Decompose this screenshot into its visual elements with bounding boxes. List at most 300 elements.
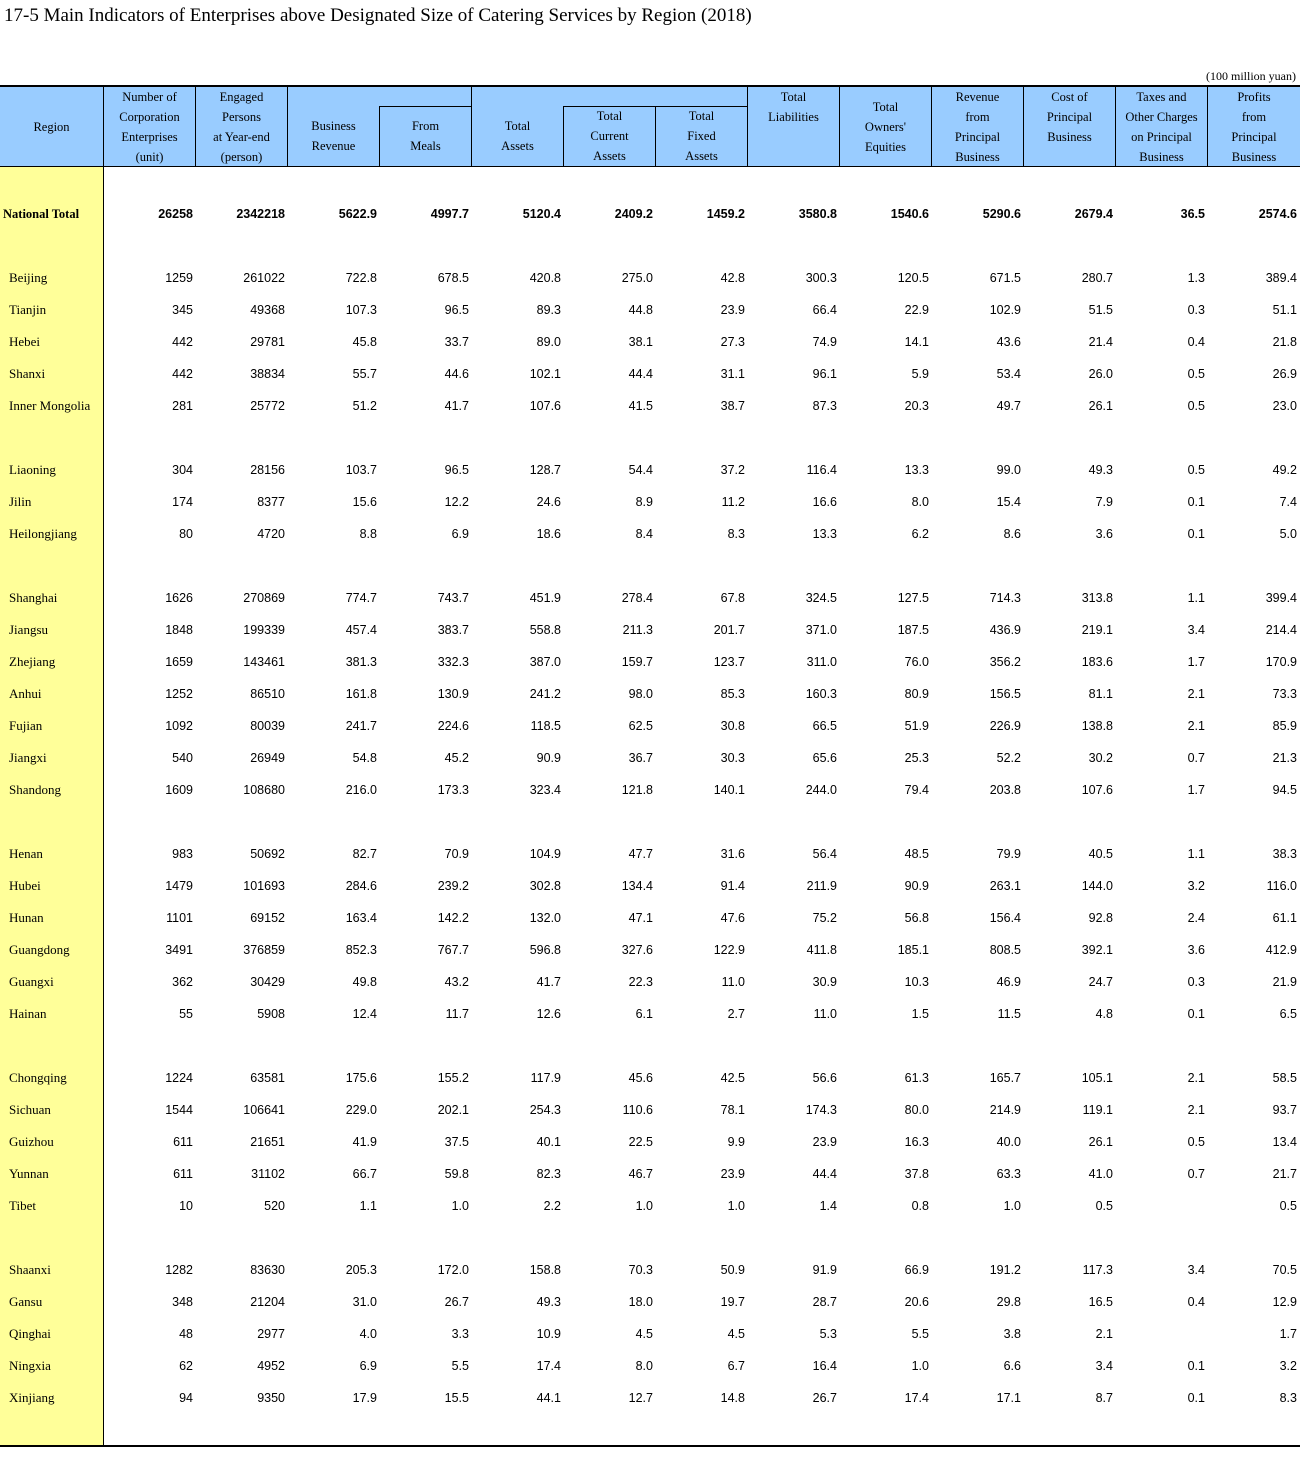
cell-business-revenue: 54.8 bbox=[352, 751, 377, 765]
header-equities: Total Owners' Equities bbox=[864, 99, 907, 154]
cell-current-assets: 70.3 bbox=[628, 1263, 653, 1277]
cell-persons: 143461 bbox=[243, 655, 285, 669]
cell-equities: 127.5 bbox=[897, 591, 929, 605]
cell-total-assets: 44.1 bbox=[536, 1391, 561, 1405]
cell-taxes: 0.3 bbox=[1187, 303, 1205, 317]
cell-business-revenue: 457.4 bbox=[345, 623, 377, 637]
table-row bbox=[0, 1158, 1300, 1190]
cell-profits: 23.0 bbox=[1272, 399, 1297, 413]
table-row bbox=[0, 678, 1300, 710]
cell-cost-principal: 2.1 bbox=[1095, 1327, 1113, 1341]
header-divider bbox=[931, 86, 932, 167]
cell-total-assets: 107.6 bbox=[529, 399, 561, 413]
cell-total-assets: 117.9 bbox=[530, 1071, 561, 1085]
cell-fixed-assets: 201.7 bbox=[713, 623, 745, 637]
region-name: Beijing bbox=[9, 270, 48, 285]
cell-business-revenue: 45.8 bbox=[352, 335, 377, 349]
cell-current-assets: 54.4 bbox=[628, 463, 653, 477]
region-name: Hebei bbox=[9, 334, 41, 349]
cell-liabilities: 3580.8 bbox=[798, 207, 837, 221]
cell-enterprises: 1252 bbox=[165, 687, 193, 701]
cell-equities: 10.3 bbox=[904, 975, 929, 989]
cell-profits: 3.2 bbox=[1279, 1359, 1297, 1373]
cell-revenue-principal: 714.3 bbox=[989, 591, 1021, 605]
cell-current-assets: 98.0 bbox=[628, 687, 653, 701]
cell-revenue-principal: 808.5 bbox=[989, 943, 1021, 957]
region-name: Heilongjiang bbox=[9, 526, 77, 541]
cell-profits: 1.7 bbox=[1279, 1327, 1297, 1341]
cell-profits: 70.5 bbox=[1272, 1263, 1297, 1277]
cell-liabilities: 160.3 bbox=[805, 687, 837, 701]
cell-persons: 199339 bbox=[243, 623, 285, 637]
cell-profits: 7.4 bbox=[1279, 495, 1297, 509]
cell-total-assets: 2.2 bbox=[543, 1199, 561, 1213]
cell-enterprises: 983 bbox=[172, 847, 193, 861]
cell-liabilities: 26.7 bbox=[812, 1391, 837, 1405]
cell-taxes: 3.2 bbox=[1187, 879, 1205, 893]
cell-profits: 214.4 bbox=[1265, 623, 1297, 637]
cell-revenue-principal: 17.1 bbox=[996, 1391, 1021, 1405]
cell-liabilities: 371.0 bbox=[805, 623, 837, 637]
cell-current-assets: 44.4 bbox=[628, 367, 653, 381]
cell-business-revenue: 216.0 bbox=[345, 783, 377, 797]
cell-equities: 16.3 bbox=[904, 1135, 929, 1149]
cell-from-meals: 43.2 bbox=[444, 975, 469, 989]
cell-taxes: 1.1 bbox=[1187, 591, 1205, 605]
cell-profits: 51.1 bbox=[1272, 303, 1297, 317]
cell-fixed-assets: 42.5 bbox=[720, 1071, 745, 1085]
cell-revenue-principal: 102.9 bbox=[989, 303, 1021, 317]
cell-taxes: 2.1 bbox=[1187, 1071, 1205, 1085]
cell-current-assets: 159.7 bbox=[621, 655, 653, 669]
cell-business-revenue: 5622.9 bbox=[338, 207, 377, 221]
region-name: Tianjin bbox=[9, 302, 47, 317]
cell-persons: 270869 bbox=[243, 591, 285, 605]
cell-liabilities: 11.0 bbox=[813, 1007, 837, 1021]
table-row bbox=[0, 1062, 1300, 1094]
cell-taxes: 1.1 bbox=[1187, 847, 1205, 861]
table-row bbox=[0, 1286, 1300, 1318]
cell-enterprises: 1101 bbox=[166, 911, 193, 925]
cell-from-meals: 202.1 bbox=[437, 1103, 469, 1117]
cell-fixed-assets: 30.3 bbox=[720, 751, 745, 765]
cell-liabilities: 174.3 bbox=[805, 1103, 837, 1117]
cell-profits: 26.9 bbox=[1272, 367, 1297, 381]
cell-profits: 412.9 bbox=[1265, 943, 1297, 957]
national-total-row bbox=[0, 198, 1300, 230]
cell-persons: 28156 bbox=[250, 463, 285, 477]
table-row bbox=[0, 486, 1300, 518]
cell-taxes: 0.1 bbox=[1187, 495, 1205, 509]
cell-from-meals: 41.7 bbox=[444, 399, 469, 413]
cell-business-revenue: 241.7 bbox=[345, 719, 377, 733]
cell-equities: 80.9 bbox=[904, 687, 929, 701]
cell-fixed-assets: 1459.2 bbox=[706, 207, 745, 221]
table-row bbox=[0, 262, 1300, 294]
cell-equities: 20.3 bbox=[904, 399, 929, 413]
header-fixed-assets: Total Fixed Assets bbox=[685, 108, 718, 163]
cell-liabilities: 30.9 bbox=[812, 975, 837, 989]
table-row bbox=[0, 966, 1300, 998]
cell-total-assets: 24.6 bbox=[536, 495, 561, 509]
header-total-assets: Total Assets bbox=[501, 118, 534, 153]
cell-cost-principal: 3.4 bbox=[1095, 1359, 1113, 1373]
cell-current-assets: 41.5 bbox=[628, 399, 653, 413]
cell-revenue-principal: 165.7 bbox=[989, 1071, 1021, 1085]
cell-fixed-assets: 37.2 bbox=[720, 463, 745, 477]
cell-liabilities: 96.1 bbox=[812, 367, 837, 381]
cell-fixed-assets: 6.7 bbox=[727, 1359, 745, 1373]
cell-profits: 6.5 bbox=[1279, 1007, 1297, 1021]
cell-total-assets: 102.1 bbox=[529, 367, 561, 381]
cell-current-assets: 47.7 bbox=[628, 847, 653, 861]
cell-equities: 8.0 bbox=[911, 495, 929, 509]
cell-current-assets: 22.3 bbox=[628, 975, 653, 989]
cell-liabilities: 324.5 bbox=[805, 591, 837, 605]
header-business-revenue: Business Revenue bbox=[311, 118, 356, 153]
cell-current-assets: 278.4 bbox=[621, 591, 653, 605]
cell-from-meals: 5.5 bbox=[451, 1359, 469, 1373]
cell-revenue-principal: 53.4 bbox=[996, 367, 1021, 381]
cell-cost-principal: 26.0 bbox=[1088, 367, 1113, 381]
cell-equities: 13.3 bbox=[904, 463, 929, 477]
cell-persons: 31102 bbox=[251, 1167, 285, 1181]
cell-from-meals: 33.7 bbox=[444, 335, 469, 349]
cell-profits: 12.9 bbox=[1272, 1295, 1297, 1309]
cell-fixed-assets: 9.9 bbox=[727, 1135, 745, 1149]
cell-fixed-assets: 4.5 bbox=[727, 1327, 745, 1341]
cell-current-assets: 22.5 bbox=[628, 1135, 653, 1149]
cell-equities: 1540.6 bbox=[890, 207, 929, 221]
cell-profits: 58.5 bbox=[1272, 1071, 1297, 1085]
header-current-assets: Total Current Assets bbox=[590, 108, 629, 163]
cell-from-meals: 59.8 bbox=[444, 1167, 469, 1181]
cell-persons: 4952 bbox=[257, 1359, 285, 1373]
cell-persons: 49368 bbox=[250, 303, 285, 317]
table-row bbox=[0, 774, 1300, 806]
cell-cost-principal: 105.1 bbox=[1081, 1071, 1113, 1085]
cell-taxes: 2.1 bbox=[1187, 719, 1205, 733]
cell-current-assets: 38.1 bbox=[628, 335, 653, 349]
cell-enterprises: 62 bbox=[179, 1359, 193, 1373]
cell-business-revenue: 66.7 bbox=[352, 1167, 377, 1181]
cell-taxes: 3.6 bbox=[1187, 943, 1205, 957]
cell-liabilities: 211.9 bbox=[806, 879, 837, 893]
cell-revenue-principal: 156.4 bbox=[989, 911, 1021, 925]
cell-total-assets: 451.9 bbox=[529, 591, 561, 605]
region-name: Guangdong bbox=[9, 942, 70, 957]
cell-total-assets: 89.3 bbox=[536, 303, 561, 317]
cell-persons: 80039 bbox=[250, 719, 285, 733]
cell-persons: 29781 bbox=[250, 335, 285, 349]
table-row bbox=[0, 742, 1300, 774]
region-name: Liaoning bbox=[9, 462, 56, 477]
table-row bbox=[0, 710, 1300, 742]
cell-cost-principal: 41.0 bbox=[1088, 1167, 1113, 1181]
cell-equities: 79.4 bbox=[904, 783, 929, 797]
cell-revenue-principal: 203.8 bbox=[989, 783, 1021, 797]
cell-current-assets: 211.3 bbox=[622, 623, 653, 637]
cell-equities: 25.3 bbox=[904, 751, 929, 765]
cell-fixed-assets: 50.9 bbox=[720, 1263, 745, 1277]
cell-liabilities: 91.9 bbox=[812, 1263, 837, 1277]
cell-cost-principal: 30.2 bbox=[1088, 751, 1113, 765]
cell-enterprises: 1659 bbox=[165, 655, 193, 669]
cell-business-revenue: 229.0 bbox=[345, 1103, 377, 1117]
cell-business-revenue: 284.6 bbox=[345, 879, 377, 893]
cell-equities: 17.4 bbox=[904, 1391, 929, 1405]
cell-revenue-principal: 263.1 bbox=[989, 879, 1021, 893]
cell-liabilities: 116.4 bbox=[806, 463, 837, 477]
cell-total-assets: 41.7 bbox=[536, 975, 561, 989]
cell-profits: 116.0 bbox=[1266, 879, 1297, 893]
cell-revenue-principal: 3.8 bbox=[1003, 1327, 1021, 1341]
cell-enterprises: 611 bbox=[173, 1167, 193, 1181]
cell-total-assets: 40.1 bbox=[536, 1135, 561, 1149]
cell-equities: 1.5 bbox=[911, 1007, 929, 1021]
region-name: Sichuan bbox=[9, 1102, 51, 1117]
region-name: National Total bbox=[3, 207, 80, 221]
region-name: Shandong bbox=[9, 782, 61, 797]
cell-fixed-assets: 23.9 bbox=[720, 303, 745, 317]
cell-from-meals: 767.7 bbox=[437, 943, 469, 957]
cell-liabilities: 13.3 bbox=[812, 527, 837, 541]
cell-fixed-assets: 85.3 bbox=[720, 687, 745, 701]
cell-cost-principal: 24.7 bbox=[1088, 975, 1113, 989]
cell-current-assets: 47.1 bbox=[628, 911, 653, 925]
cell-fixed-assets: 19.7 bbox=[720, 1295, 745, 1309]
cell-total-assets: 12.6 bbox=[536, 1007, 561, 1021]
cell-cost-principal: 392.1 bbox=[1081, 943, 1113, 957]
cell-revenue-principal: 1.0 bbox=[1003, 1199, 1021, 1213]
cell-from-meals: 44.6 bbox=[444, 367, 469, 381]
cell-from-meals: 26.7 bbox=[444, 1295, 469, 1309]
cell-current-assets: 44.8 bbox=[628, 303, 653, 317]
cell-revenue-principal: 49.7 bbox=[996, 399, 1021, 413]
cell-total-assets: 420.8 bbox=[529, 271, 561, 285]
cell-cost-principal: 138.8 bbox=[1081, 719, 1113, 733]
cell-current-assets: 134.4 bbox=[621, 879, 653, 893]
header-divider bbox=[839, 86, 840, 167]
cell-total-assets: 49.3 bbox=[536, 1295, 561, 1309]
cell-equities: 80.0 bbox=[904, 1103, 929, 1117]
cell-enterprises: 1626 bbox=[165, 591, 193, 605]
cell-liabilities: 75.2 bbox=[812, 911, 837, 925]
cell-liabilities: 1.4 bbox=[819, 1199, 837, 1213]
cell-fixed-assets: 2.7 bbox=[727, 1007, 745, 1021]
cell-profits: 21.8 bbox=[1272, 335, 1297, 349]
cell-revenue-principal: 15.4 bbox=[996, 495, 1021, 509]
cell-from-meals: 96.5 bbox=[444, 303, 469, 317]
region-name: Guizhou bbox=[9, 1134, 54, 1149]
cell-equities: 22.9 bbox=[904, 303, 929, 317]
table-row bbox=[0, 902, 1300, 934]
cell-liabilities: 411.8 bbox=[806, 943, 837, 957]
header-taxes: Taxes and Other Charges on Principal Business bbox=[1125, 89, 1198, 164]
region-name: Hubei bbox=[9, 878, 41, 893]
cell-cost-principal: 7.9 bbox=[1095, 495, 1113, 509]
region-name: Jiangxi bbox=[9, 750, 47, 765]
cell-liabilities: 16.6 bbox=[812, 495, 837, 509]
cell-revenue-principal: 191.2 bbox=[989, 1263, 1021, 1277]
table-row bbox=[0, 646, 1300, 678]
header-divider bbox=[195, 86, 196, 167]
cell-persons: 520 bbox=[264, 1199, 285, 1213]
cell-enterprises: 10 bbox=[179, 1199, 193, 1213]
cell-business-revenue: 163.4 bbox=[345, 911, 377, 925]
cell-profits: 94.5 bbox=[1272, 783, 1297, 797]
header-divider bbox=[563, 106, 564, 167]
cell-profits: 399.4 bbox=[1265, 591, 1297, 605]
cell-taxes: 0.5 bbox=[1187, 367, 1205, 381]
cell-persons: 69152 bbox=[250, 911, 285, 925]
cell-persons: 83630 bbox=[250, 1263, 285, 1277]
cell-liabilities: 300.3 bbox=[805, 271, 837, 285]
cell-enterprises: 1282 bbox=[165, 1263, 193, 1277]
cell-equities: 20.6 bbox=[904, 1295, 929, 1309]
cell-taxes: 0.1 bbox=[1187, 1391, 1205, 1405]
cell-from-meals: 70.9 bbox=[444, 847, 469, 861]
cell-from-meals: 155.2 bbox=[437, 1071, 469, 1085]
cell-revenue-principal: 29.8 bbox=[996, 1295, 1021, 1309]
region-name: Xinjiang bbox=[9, 1390, 55, 1405]
cell-total-assets: 387.0 bbox=[529, 655, 561, 669]
cell-from-meals: 6.9 bbox=[451, 527, 469, 541]
cell-revenue-principal: 436.9 bbox=[989, 623, 1021, 637]
header-region: Region bbox=[33, 119, 70, 134]
cell-taxes: 0.3 bbox=[1187, 975, 1205, 989]
cell-persons: 30429 bbox=[250, 975, 285, 989]
cell-from-meals: 173.3 bbox=[437, 783, 469, 797]
cell-business-revenue: 17.9 bbox=[352, 1391, 377, 1405]
cell-revenue-principal: 63.3 bbox=[996, 1167, 1021, 1181]
cell-enterprises: 281 bbox=[172, 399, 193, 413]
cell-enterprises: 55 bbox=[179, 1007, 193, 1021]
cell-business-revenue: 31.0 bbox=[352, 1295, 377, 1309]
cell-profits: 38.3 bbox=[1272, 847, 1297, 861]
cell-from-meals: 1.0 bbox=[451, 1199, 469, 1213]
header-divider bbox=[655, 106, 656, 167]
cell-business-revenue: 852.3 bbox=[345, 943, 377, 957]
cell-current-assets: 327.6 bbox=[621, 943, 653, 957]
cell-equities: 66.9 bbox=[904, 1263, 929, 1277]
cell-total-assets: 132.0 bbox=[529, 911, 561, 925]
cell-from-meals: 3.3 bbox=[451, 1327, 469, 1341]
cell-current-assets: 110.6 bbox=[622, 1103, 653, 1117]
cell-equities: 120.5 bbox=[897, 271, 929, 285]
cell-business-revenue: 205.3 bbox=[345, 1263, 377, 1277]
cell-taxes: 1.3 bbox=[1187, 271, 1205, 285]
table-row bbox=[0, 614, 1300, 646]
cell-enterprises: 1259 bbox=[165, 271, 193, 285]
table-row bbox=[0, 294, 1300, 326]
cell-fixed-assets: 122.9 bbox=[713, 943, 745, 957]
cell-liabilities: 56.4 bbox=[812, 847, 837, 861]
cell-business-revenue: 12.4 bbox=[352, 1007, 377, 1021]
header-divider bbox=[1207, 86, 1208, 167]
table-row bbox=[0, 582, 1300, 614]
cell-fixed-assets: 67.8 bbox=[720, 591, 745, 605]
cell-enterprises: 3491 bbox=[165, 943, 193, 957]
cell-from-meals: 4997.7 bbox=[430, 207, 469, 221]
cell-enterprises: 348 bbox=[172, 1295, 193, 1309]
cell-taxes: 0.5 bbox=[1187, 399, 1205, 413]
header-divider bbox=[471, 86, 472, 167]
header-profits: Profits from Principal Business bbox=[1231, 89, 1277, 164]
cell-persons: 106641 bbox=[243, 1103, 285, 1117]
table-row bbox=[0, 1094, 1300, 1126]
cell-taxes: 2.4 bbox=[1187, 911, 1205, 925]
cell-persons: 63581 bbox=[250, 1071, 285, 1085]
cell-equities: 187.5 bbox=[897, 623, 929, 637]
cell-taxes: 3.4 bbox=[1187, 1263, 1205, 1277]
cell-cost-principal: 81.1 bbox=[1088, 687, 1113, 701]
cell-cost-principal: 144.0 bbox=[1081, 879, 1113, 893]
cell-cost-principal: 16.5 bbox=[1088, 1295, 1113, 1309]
cell-profits: 5.0 bbox=[1279, 527, 1297, 541]
cell-revenue-principal: 671.5 bbox=[989, 271, 1021, 285]
region-name: Qinghai bbox=[9, 1326, 51, 1341]
cell-enterprises: 1848 bbox=[165, 623, 193, 637]
cell-from-meals: 224.6 bbox=[437, 719, 469, 733]
cell-current-assets: 275.0 bbox=[621, 271, 653, 285]
cell-equities: 61.3 bbox=[904, 1071, 929, 1085]
cell-persons: 86510 bbox=[250, 687, 285, 701]
cell-equities: 76.0 bbox=[904, 655, 929, 669]
header-divider bbox=[287, 86, 288, 167]
cell-total-assets: 254.3 bbox=[529, 1103, 561, 1117]
header-from-meals: From Meals bbox=[410, 118, 441, 153]
cell-taxes: 0.1 bbox=[1187, 1007, 1205, 1021]
cell-fixed-assets: 47.6 bbox=[720, 911, 745, 925]
cell-from-meals: 142.2 bbox=[437, 911, 469, 925]
cell-taxes: 3.4 bbox=[1187, 623, 1205, 637]
cell-fixed-assets: 38.7 bbox=[720, 399, 745, 413]
cell-revenue-principal: 214.9 bbox=[989, 1103, 1021, 1117]
cell-current-assets: 121.8 bbox=[621, 783, 653, 797]
header-divider bbox=[1115, 86, 1116, 167]
cell-cost-principal: 51.5 bbox=[1088, 303, 1113, 317]
cell-business-revenue: 8.8 bbox=[359, 527, 377, 541]
cell-liabilities: 311.0 bbox=[806, 655, 837, 669]
cell-persons: 108680 bbox=[243, 783, 285, 797]
cell-total-assets: 18.6 bbox=[536, 527, 561, 541]
page-title: 17-5 Main Indicators of Enterprises above Designated Size of Catering Services by Region (2018) bbox=[4, 5, 752, 26]
cell-persons: 376859 bbox=[243, 943, 285, 957]
cell-equities: 0.8 bbox=[911, 1199, 929, 1213]
cell-business-revenue: 6.9 bbox=[359, 1359, 377, 1373]
cell-revenue-principal: 5290.6 bbox=[982, 207, 1021, 221]
cell-profits: 73.3 bbox=[1272, 687, 1297, 701]
cell-from-meals: 383.7 bbox=[437, 623, 469, 637]
cell-from-meals: 12.2 bbox=[444, 495, 469, 509]
cell-business-revenue: 381.3 bbox=[345, 655, 377, 669]
cell-enterprises: 1609 bbox=[165, 783, 193, 797]
cell-current-assets: 45.6 bbox=[628, 1071, 653, 1085]
cell-from-meals: 37.5 bbox=[444, 1135, 469, 1149]
cell-business-revenue: 161.8 bbox=[345, 687, 377, 701]
cell-total-assets: 323.4 bbox=[529, 783, 561, 797]
cell-liabilities: 23.9 bbox=[812, 1135, 837, 1149]
header-divider bbox=[1023, 86, 1024, 167]
cell-profits: 21.3 bbox=[1272, 751, 1297, 765]
cell-business-revenue: 4.0 bbox=[359, 1327, 377, 1341]
cell-liabilities: 44.4 bbox=[812, 1167, 837, 1181]
cell-equities: 51.9 bbox=[904, 719, 929, 733]
cell-current-assets: 36.7 bbox=[628, 751, 653, 765]
cell-from-meals: 130.9 bbox=[437, 687, 469, 701]
cell-persons: 5908 bbox=[257, 1007, 285, 1021]
